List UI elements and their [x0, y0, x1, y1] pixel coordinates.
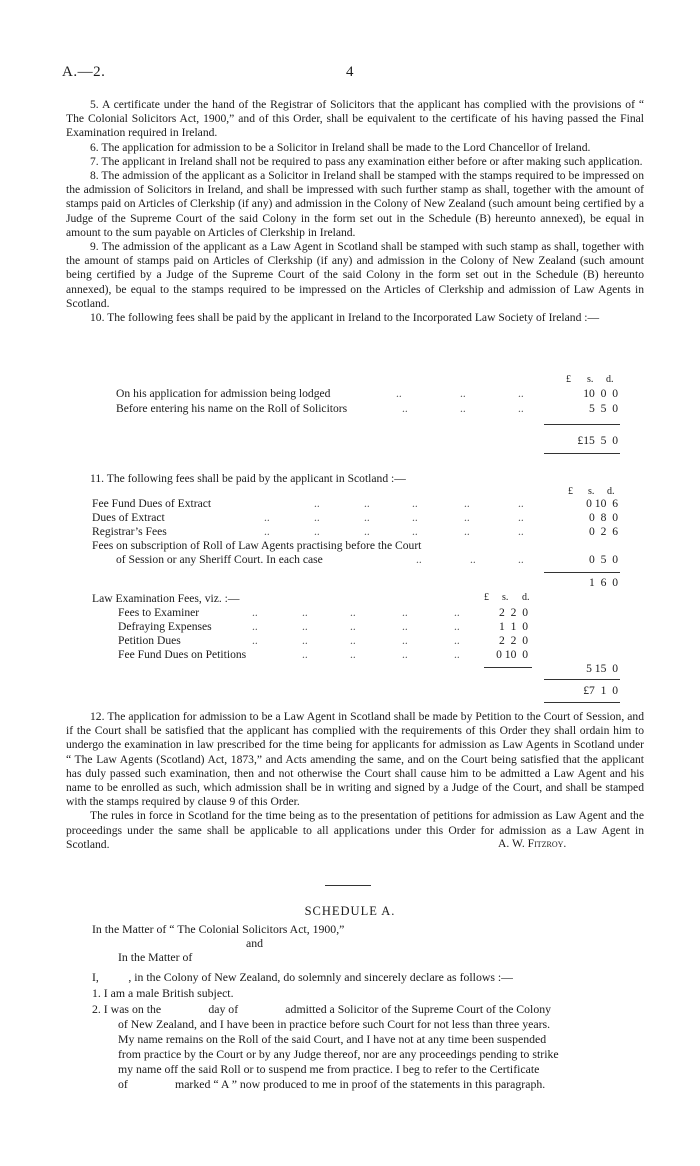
clause-10: 10. The following fees shall be paid by the applicant in Ireland to the Incorporated Law Society of Ireland :— — [90, 311, 600, 325]
schedule-item-2-cont: My name remains on the Roll of the said Court, and I have not at any time been suspended — [118, 1032, 547, 1046]
fee-label: On his application for admission being lodged — [116, 387, 331, 400]
lsd-heading-shilling: s. — [502, 592, 509, 603]
leader-dots: .. — [350, 606, 356, 619]
leader-dots: .. — [464, 497, 470, 510]
leader-dots: .. — [364, 497, 370, 510]
grand-total-rule — [544, 702, 620, 703]
total-rule — [544, 453, 620, 454]
clause-11: 11. The following fees shall be paid by the applicant in Scotland :— — [90, 472, 406, 485]
clause-8: 8. The admission of the applicant as a Solicitor in Ireland shall be stamped with the stamps required to be impressed on the admission of Solicitors in Ireland, and shall be impressed with such further stamp as shall, together with the amount of stamps paid on Articles of Clerkship (if any) and admission in the Colony of New Zealand (such amount being certified by a Judge of the Supreme Court of the said Colony in the form set out in the Schedule (B) hereunto annexed), be equal in amount to the sum payable on Articles of Clerkship in Ireland. — [66, 169, 644, 239]
fee-amount: 5 5 0 — [589, 402, 618, 415]
clause-5: 5. A certificate under the hand of the Registrar of Solicitors that the applicant has complied with the provisions of “ The Colonial Solicitors Act, 1900,” and of this Order, shall be equivalent to the certificate of his having passed the Final Examination required in Ireland. — [66, 98, 644, 140]
fee-label: Fee Fund Dues of Extract — [92, 497, 212, 510]
leader-dots: .. — [460, 387, 466, 400]
signature: A. W. Fitzroy. — [498, 837, 567, 850]
exam-total-rule — [484, 667, 532, 668]
schedule-item-2-cont: of New Zealand, and I have been in practice before such Court for not less than three years. — [118, 1017, 551, 1031]
subtotal-rule — [544, 572, 620, 573]
fee-amount: 0 10 0 — [496, 648, 528, 661]
fee-amount: 1 1 0 — [499, 620, 528, 633]
subtotal-amount: 1 6 0 — [589, 576, 618, 589]
schedule-item-1: 1. I am a male British subject. — [92, 986, 234, 1000]
fee-amount: 2 2 0 — [499, 606, 528, 619]
fee-label: Fees on subscription of Roll of Law Agents practising before the Court — [92, 539, 422, 552]
leader-dots: .. — [302, 620, 308, 633]
fee-label: Registrar’s Fees — [92, 525, 167, 538]
leader-dots: .. — [454, 606, 460, 619]
leader-dots: .. — [518, 402, 524, 415]
leader-dots: .. — [454, 634, 460, 647]
leader-dots: .. — [264, 511, 270, 524]
lsd-heading-shilling: s. — [588, 486, 595, 497]
schedule-line-2: In the Matter of — [118, 950, 193, 964]
leader-dots: .. — [518, 553, 524, 566]
scotland-fees-table — [66, 472, 644, 708]
leader-dots: .. — [302, 606, 308, 619]
fee-label: Fees to Examiner — [118, 606, 200, 619]
leader-dots: .. — [518, 387, 524, 400]
fee-amount: 0 2 6 — [589, 525, 618, 538]
fee-label: Fee Fund Dues on Petitions — [118, 648, 247, 661]
leader-dots: .. — [350, 634, 356, 647]
leader-dots: .. — [252, 606, 258, 619]
page-reference: A.—2. — [62, 64, 106, 80]
total-amount: £15 5 0 — [577, 434, 618, 447]
schedule-item-2: 2. I was on the day of admitted a Solicitor of the Supreme Court of the Colony — [92, 1002, 552, 1016]
leader-dots: .. — [402, 402, 408, 415]
leader-dots: .. — [518, 497, 524, 510]
schedule-line-1: In the Matter of “ The Colonial Solicitors Act, 1900,” — [92, 922, 345, 936]
fee-amount: 0 5 0 — [589, 553, 618, 566]
leader-dots: .. — [402, 634, 408, 647]
lsd-heading-pound: £ — [484, 592, 489, 603]
leader-dots: .. — [314, 525, 320, 538]
schedule-and: and — [246, 936, 264, 950]
leader-dots: .. — [314, 511, 320, 524]
leader-dots: .. — [364, 511, 370, 524]
leader-dots: .. — [252, 634, 258, 647]
leader-dots: .. — [364, 525, 370, 538]
clause-7: 7. The applicant in Ireland shall not be required to pass any examination either before or after making such application. — [90, 154, 643, 168]
fee-amount: 0 8 0 — [589, 511, 618, 524]
leader-dots: .. — [402, 606, 408, 619]
total-rule — [544, 424, 620, 425]
lsd-heading-pound: £ — [566, 374, 571, 385]
leader-dots: .. — [518, 511, 524, 524]
schedule-title: SCHEDULE A. — [304, 904, 396, 918]
clause-9: 9. The admission of the applicant as a Law Agent in Scotland shall be stamped with such stamp as shall, together with the amount of stamps paid on Articles of Clerkship (if any) and admission in the Colony of New Zealand (such amount being certified by a Judge of the Supreme Court of the said Colony in the form set out in the Schedule (B) hereunto annexed), be equal to the stamps required to be impressed on the Articles of Clerkship and admission of Law Agents in Scotland. — [66, 240, 644, 310]
exam-fees-heading: Law Examination Fees, viz. :— — [92, 592, 240, 605]
leader-dots: .. — [460, 402, 466, 415]
document-body — [66, 98, 644, 325]
fee-label: Before entering his name on the Roll of Solicitors — [116, 402, 348, 415]
leader-dots: .. — [252, 620, 258, 633]
leader-dots: .. — [454, 648, 460, 661]
exam-total-amount: 5 15 0 — [586, 662, 618, 675]
clause-12-rules: The rules in force in Scotland for the time being as to the presentation of petitions for admission as Law Agent and the proceedings under the same shall be applicable to all applications under this Order for admission as a Law Agent in Scotland. — [66, 809, 644, 851]
leader-dots: .. — [402, 648, 408, 661]
leader-dots: .. — [412, 525, 418, 538]
schedule-item-2-cont: my name off the said Roll or to suspend me from practice. I beg to refer to the Certificate — [118, 1062, 540, 1076]
ireland-fees-table — [66, 374, 644, 464]
grand-total-rule — [544, 679, 620, 680]
schedule-declaration: I, , in the Colony of New Zealand, do solemnly and sincerely declare as follows :— — [92, 970, 513, 984]
leader-dots: .. — [518, 525, 524, 538]
schedule-item-2-cont: from practice by the Court or by any Judge thereof, nor are any proceedings pending to strike — [118, 1047, 559, 1061]
fee-label: Petition Dues — [118, 634, 181, 647]
fee-label: of Session or any Sheriff Court. In each case — [116, 553, 323, 566]
lsd-heading-pence: d. — [606, 374, 614, 385]
leader-dots: .. — [464, 511, 470, 524]
leader-dots: .. — [412, 511, 418, 524]
section-divider — [325, 885, 371, 886]
grand-total-amount: £7 1 0 — [583, 684, 618, 697]
leader-dots: .. — [454, 620, 460, 633]
fee-amount: 2 2 0 — [499, 634, 528, 647]
clause-12: 12. The application for admission to be a Law Agent in Scotland shall be made by Petition to the Court of Session, and if the Court shall be satisfied that the applicant has complied with the requirements of this Order they shall ordain him to undergo the examination in law prescribed for the time being for applicants for admission as Law Agents in Scotland under “ The Law Agents (Scotland) Act, 1873,” and Acts amending the same, and on the Court being satisfied that the applicant has duly passed such examination, then and not otherwise the Court shall cause him to be admitted a Law Agent and his name to be enrolled as such, which admission shall be in writing and signed by a Judge of the Court, and shall be stamped with the stamps required by clause 9 of this Order. — [66, 710, 644, 809]
lsd-heading-pence: d. — [607, 486, 615, 497]
fee-amount: 0 10 6 — [586, 497, 618, 510]
clause-6: 6. The application for admission to be a Solicitor in Ireland shall be made to the Lord Chancellor of Ireland. — [90, 140, 591, 154]
leader-dots: .. — [396, 387, 402, 400]
leader-dots: .. — [302, 634, 308, 647]
fee-amount: 10 0 0 — [583, 387, 618, 400]
lsd-heading-pence: d. — [522, 592, 530, 603]
leader-dots: .. — [314, 497, 320, 510]
leader-dots: .. — [302, 648, 308, 661]
lsd-heading-pound: £ — [568, 486, 573, 497]
leader-dots: .. — [464, 525, 470, 538]
leader-dots: .. — [402, 620, 408, 633]
leader-dots: .. — [350, 648, 356, 661]
schedule-item-2-cont: of marked “ A ” now produced to me in proof of the statements in this paragraph. — [118, 1077, 546, 1091]
lsd-heading-shilling: s. — [587, 374, 594, 385]
fee-label: Dues of Extract — [92, 511, 165, 524]
fee-label: Defraying Expenses — [118, 620, 212, 633]
document-body-continued — [66, 710, 644, 852]
leader-dots: .. — [412, 497, 418, 510]
page-number: 4 — [346, 64, 354, 80]
leader-dots: .. — [470, 553, 476, 566]
leader-dots: .. — [350, 620, 356, 633]
leader-dots: .. — [264, 525, 270, 538]
leader-dots: .. — [416, 553, 422, 566]
